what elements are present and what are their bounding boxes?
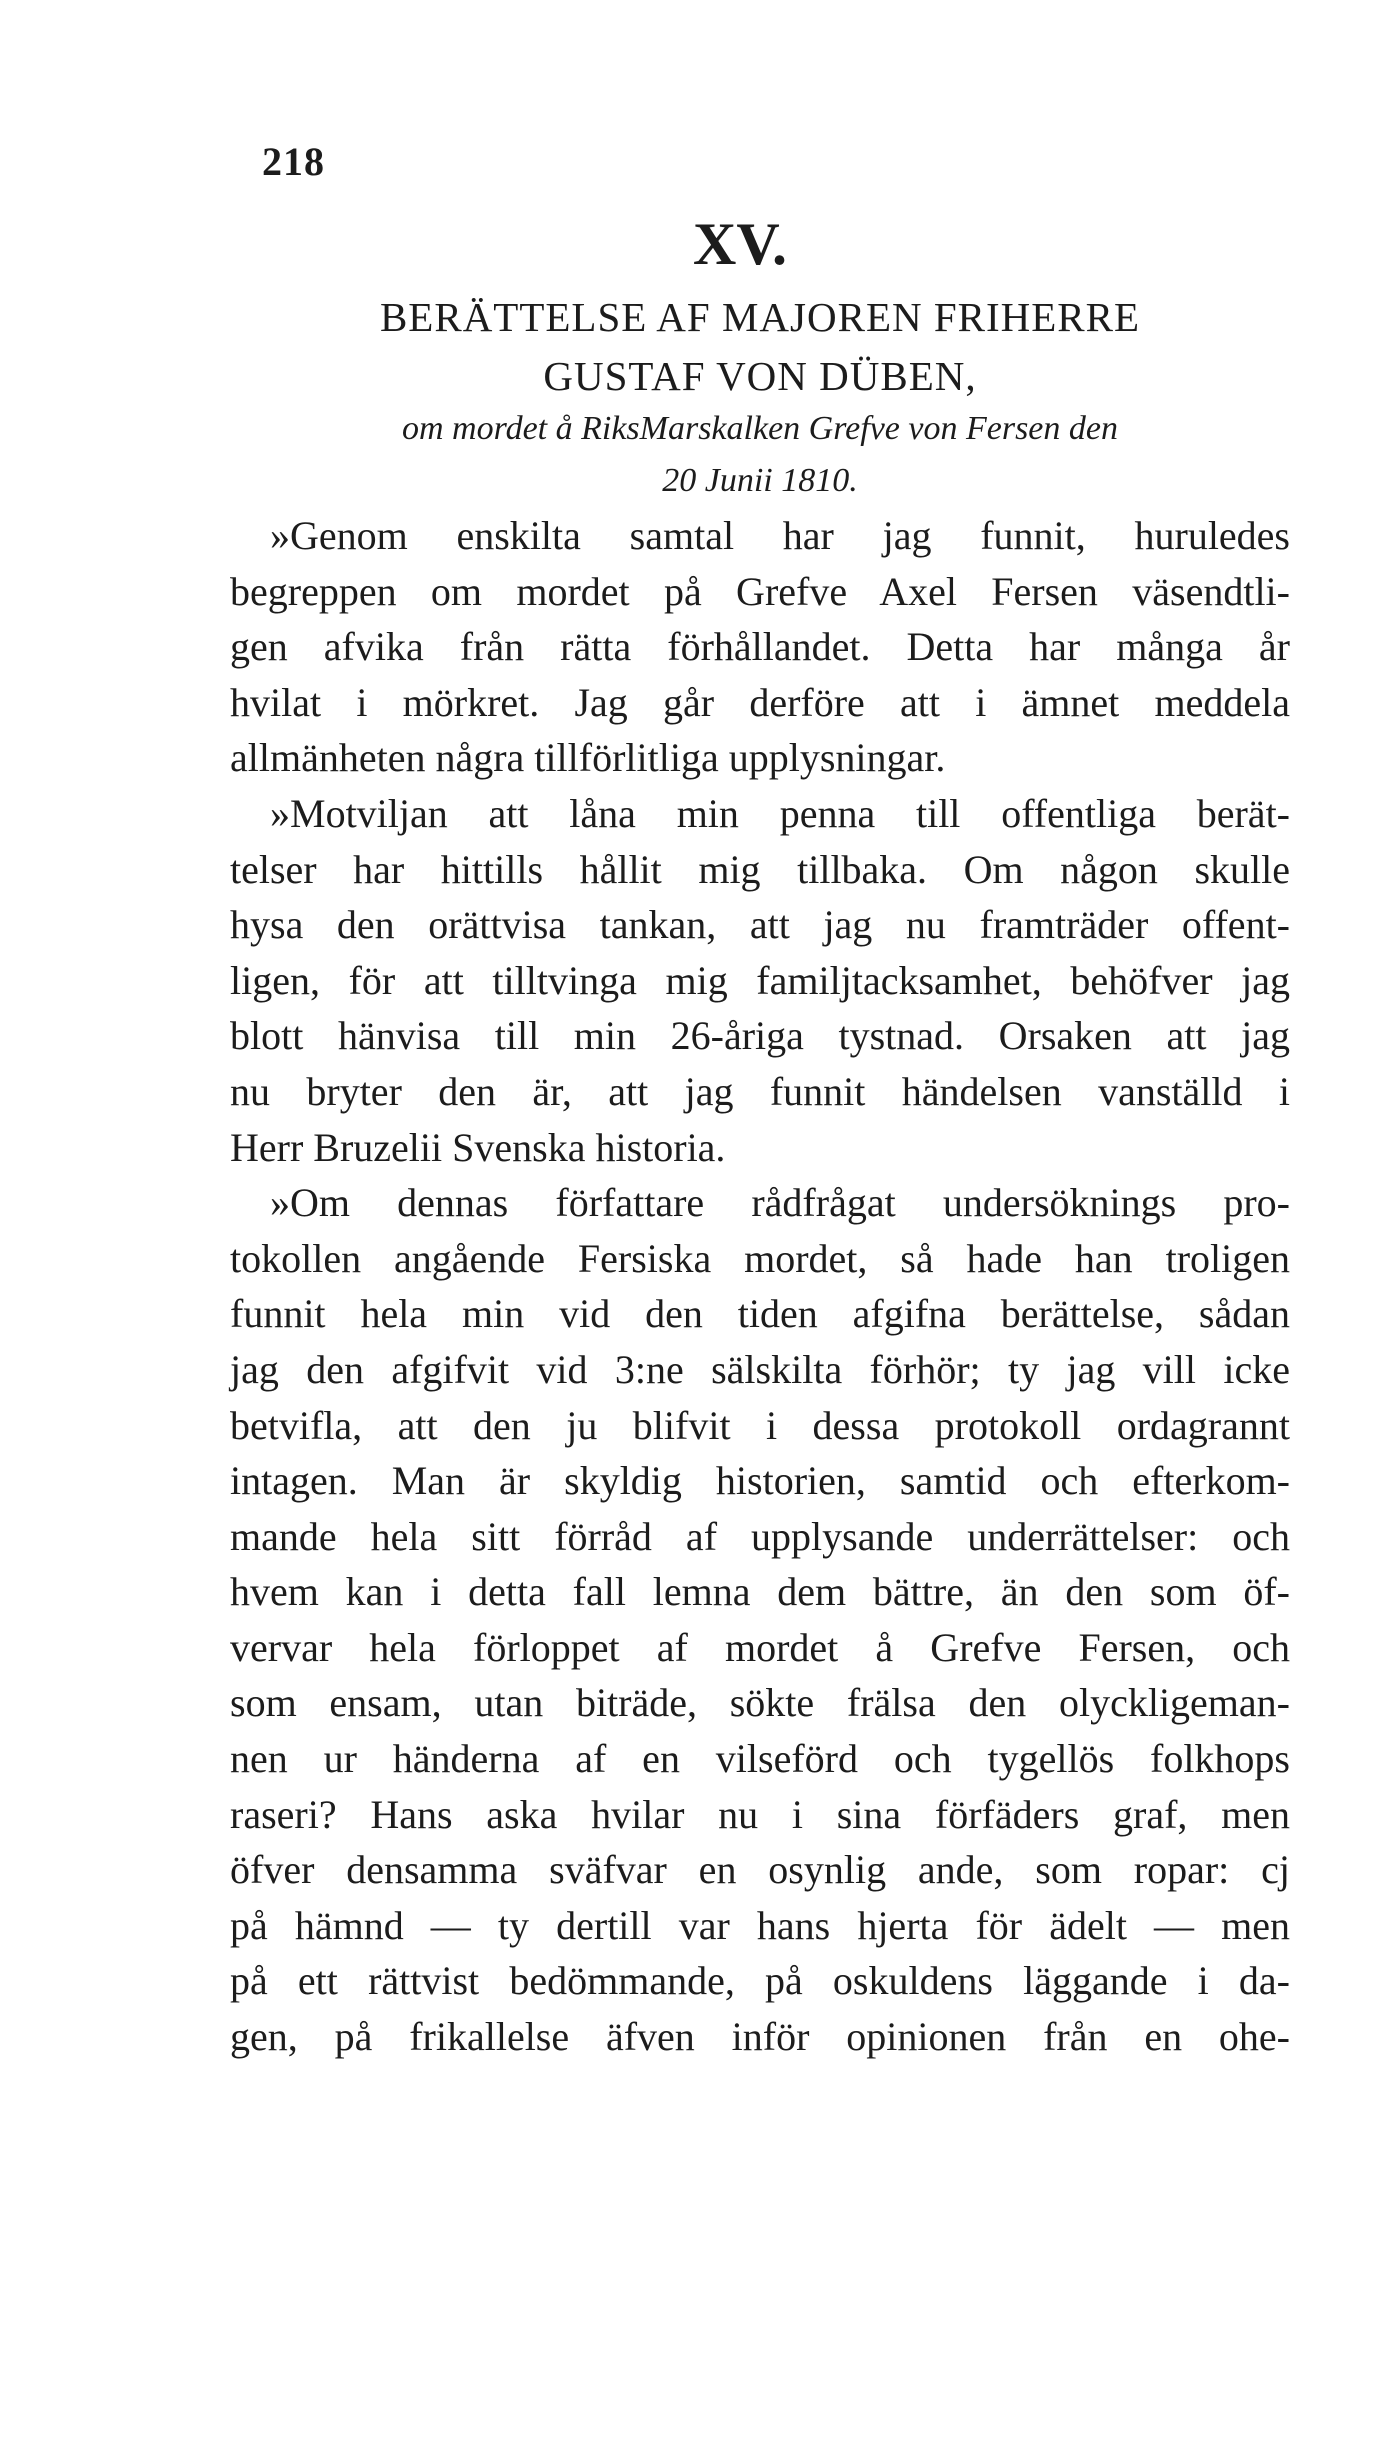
- text-line: »Om dennas författare rådfrågat undersöknings pro-: [270, 1180, 1290, 1226]
- text-line: Herr Bruzelii Svenska historia.: [230, 1124, 726, 1170]
- text-line: gen, på frikallelse äfven inför opinionen från en ohe-: [230, 2014, 1290, 2060]
- chapter-heading-line-1: BERÄTTELSE AF MAJOREN FRIHERRE: [379, 294, 1141, 340]
- text-line: gen afvika från rätta förhållandet. Detta har många år: [230, 624, 1290, 670]
- text-line: vervar hela förloppet af mordet å Grefve Fersen, och: [230, 1624, 1290, 1670]
- text-line: jag den afgifvit vid 3:ne sälskilta förhör; ty jag vill icke: [230, 1346, 1290, 1392]
- chapter-numeral: XV.: [693, 211, 787, 277]
- text-line: på ett rättvist bedömmande, på oskuldens läggande i da-: [230, 1958, 1290, 2004]
- text-line: blott hänvisa till min 26-åriga tystnad. Orsaken att jag: [230, 1013, 1290, 1059]
- text-line: mande hela sitt förråd af upplysande underrättelser: och: [230, 1513, 1290, 1559]
- text-line: telser har hittills hållit mig tillbaka. Om någon skulle: [230, 846, 1290, 892]
- text-line: betvifla, att den ju blifvit i dessa protokoll ordagrannt: [230, 1402, 1290, 1448]
- text-line: »Genom enskilta samtal har jag funnit, huruledes: [270, 513, 1290, 558]
- text-line: som ensam, utan biträde, sökte frälsa den olyckligeman-: [230, 1680, 1290, 1726]
- text-line: hvilat i mörkret. Jag går derföre att i ämnet meddela: [230, 679, 1290, 725]
- text-line: nen ur händerna af en vilseförd och tygellös folkhops: [230, 1736, 1290, 1782]
- body-text: [230, 508, 1290, 2065]
- text-line: ligen, för att tilltvinga mig familjtacksamhet, behöfver jag: [230, 957, 1290, 1003]
- text-line: nu bryter den är, att jag funnit händelsen vanställd i: [230, 1068, 1290, 1114]
- text-line: funnit hela min vid den tiden afgifna berättelse, sådan: [230, 1291, 1290, 1337]
- text-line: hvem kan i detta fall lemna dem bättre, än den som öf-: [230, 1569, 1290, 1615]
- text-line: allmänheten några tillförlitliga upplysningar.: [230, 735, 946, 781]
- text-line: »Motviljan att låna min penna till offentliga berät-: [270, 790, 1290, 836]
- text-line: raseri? Hans aska hvilar nu i sina förfäders graf, men: [230, 1791, 1290, 1837]
- text-line: tokollen angående Fersiska mordet, så hade han troligen: [230, 1235, 1290, 1281]
- text-line: hysa den orättvisa tankan, att jag nu framträder offent-: [230, 902, 1290, 948]
- chapter-subtitle-line-1: om mordet å RiksMarskalken Grefve von Fersen den: [402, 410, 1118, 447]
- text-line: öfver densamma sväfvar en osynlig ande, som ropar: cj: [230, 1847, 1290, 1893]
- chapter-subtitle-line-2: 20 Junii 1810.: [662, 462, 858, 499]
- page-number: 218: [262, 139, 325, 184]
- chapter-heading-line-2: GUSTAF VON DÜBEN,: [543, 353, 977, 399]
- text-line: begreppen om mordet på Grefve Axel Fersen väsendtli-: [230, 568, 1290, 614]
- text-line: på hämnd — ty dertill var hans hjerta för ädelt — men: [230, 1902, 1290, 1948]
- text-line: intagen. Man är skyldig historien, samtid och efterkom-: [230, 1458, 1290, 1504]
